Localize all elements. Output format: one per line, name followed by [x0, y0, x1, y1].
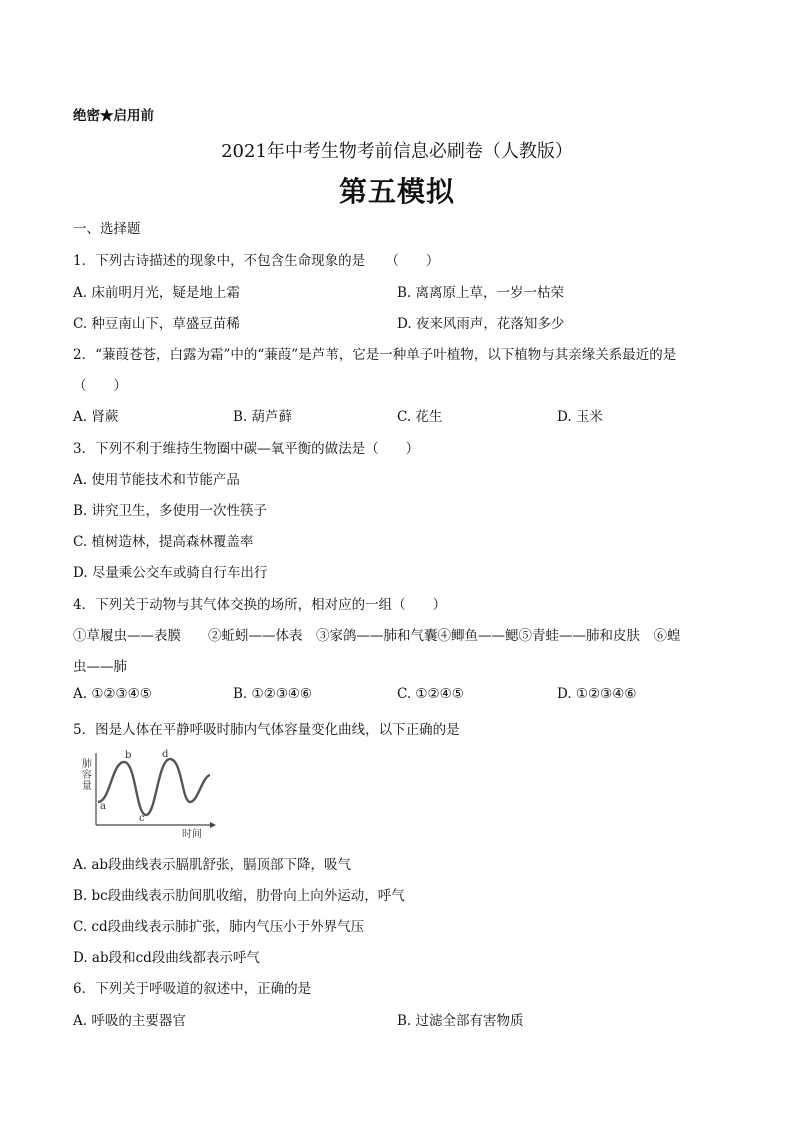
question-5-stem: 5．图是人体在平静呼吸时肺内气体容量变化曲线，以下正确的是 [73, 722, 460, 738]
question-6-option-b: B. 过滤全部有害物质 [397, 1013, 524, 1029]
question-5-option-b: B. bc段曲线表示肋间肌收缩，肋骨向上向外运动，呼气 [73, 888, 405, 904]
figure-ylabel-1: 肺 [82, 759, 92, 770]
question-2-option-b: B. 葫芦藓 [233, 409, 293, 425]
question-5-option-d: D. ab段和cd段曲线都表示呼气 [73, 950, 260, 966]
question-6-stem: 6．下列关于呼吸道的叙述中，正确的是 [73, 981, 312, 997]
question-2-option-c: C. 花生 [397, 409, 443, 425]
question-6-option-a: A. 呼吸的主要器官 [73, 1013, 186, 1029]
lung-volume-figure [82, 747, 222, 842]
question-1-option-c: C. 种豆南山下，草盛豆苗稀 [73, 316, 240, 332]
question-4-line-2: ①草履虫——表膜 ②蚯蚓——体表 ③家鸽——肺和气囊④鲫鱼——鳃⑤青蛙——肺和皮肤 ⑥蝗 [73, 628, 681, 644]
figure-point-d: d [162, 749, 169, 760]
question-4-line-3: 虫——肺 [73, 659, 127, 675]
question-3-option-c: C. 植树造林，提高森林覆盖率 [73, 534, 254, 550]
question-3-option-a: A. 使用节能技术和节能产品 [73, 472, 240, 488]
exam-title: 2021年中考生物考前信息必刷卷（人教版） [221, 141, 573, 162]
question-5-option-c: C. cd段曲线表示肺扩张，肺内气压小于外界气压 [73, 919, 365, 935]
question-1-option-b: B. 离离原上草，一岁一枯荣 [397, 285, 565, 301]
question-5-option-a: A. ab段曲线表示膈肌舒张，膈顶部下降，吸气 [73, 857, 352, 873]
question-1-option-d: D. 夜来风雨声，花落知多少 [397, 316, 565, 332]
secret-label: 绝密★启用前 [73, 108, 154, 124]
question-3-option-d: D. 尽量乘公交车或骑自行车出行 [73, 565, 268, 581]
exam-subtitle: 第五模拟 [338, 175, 455, 208]
question-4-option-b: B. ①②③④⑥ [233, 686, 313, 702]
figure-point-b: b [125, 750, 132, 761]
question-1-option-a: A. 床前明月光，疑是地上霜 [73, 285, 240, 301]
question-1-stem: 1．下列古诗描述的现象中，不包含生命现象的是 （ ） [73, 253, 440, 269]
figure-ylabel-2: 容 [82, 770, 92, 781]
question-4-stem: 4．下列关于动物与其气体交换的场所，相对应的一组（ ） [73, 597, 447, 613]
section-heading: 一、选择题 [73, 221, 141, 237]
question-2-stem: 2．“蒹葭苍苍，白露为霜”中的“蒹葭”是芦苇，它是一种单子叶植物，以下植物与其亲缘关系最近的是 [73, 347, 677, 363]
question-2-option-a: A. 肾蕨 [73, 409, 119, 425]
question-3-option-b: B. 讲究卫生，多使用一次性筷子 [73, 503, 268, 519]
question-3-stem: 3．下列不利于维持生物圈中碳—氧平衡的做法是（ ） [73, 441, 420, 457]
question-4-option-c: C. ①②④⑤ [397, 686, 464, 702]
lung-volume-curve [98, 759, 210, 815]
question-2-stem-cont: （ ） [73, 378, 127, 394]
figure-point-c: c [139, 813, 145, 824]
question-4-option-a: A. ①②③④⑤ [73, 686, 152, 702]
figure-x-arrow [210, 822, 216, 828]
figure-ylabel-3: 量 [82, 781, 92, 792]
figure-xlabel: 时间 [182, 829, 202, 840]
figure-point-a: a [100, 801, 106, 812]
question-2-option-d: D. 玉米 [557, 409, 603, 425]
question-4-option-d: D. ①②③④⑥ [557, 686, 637, 702]
